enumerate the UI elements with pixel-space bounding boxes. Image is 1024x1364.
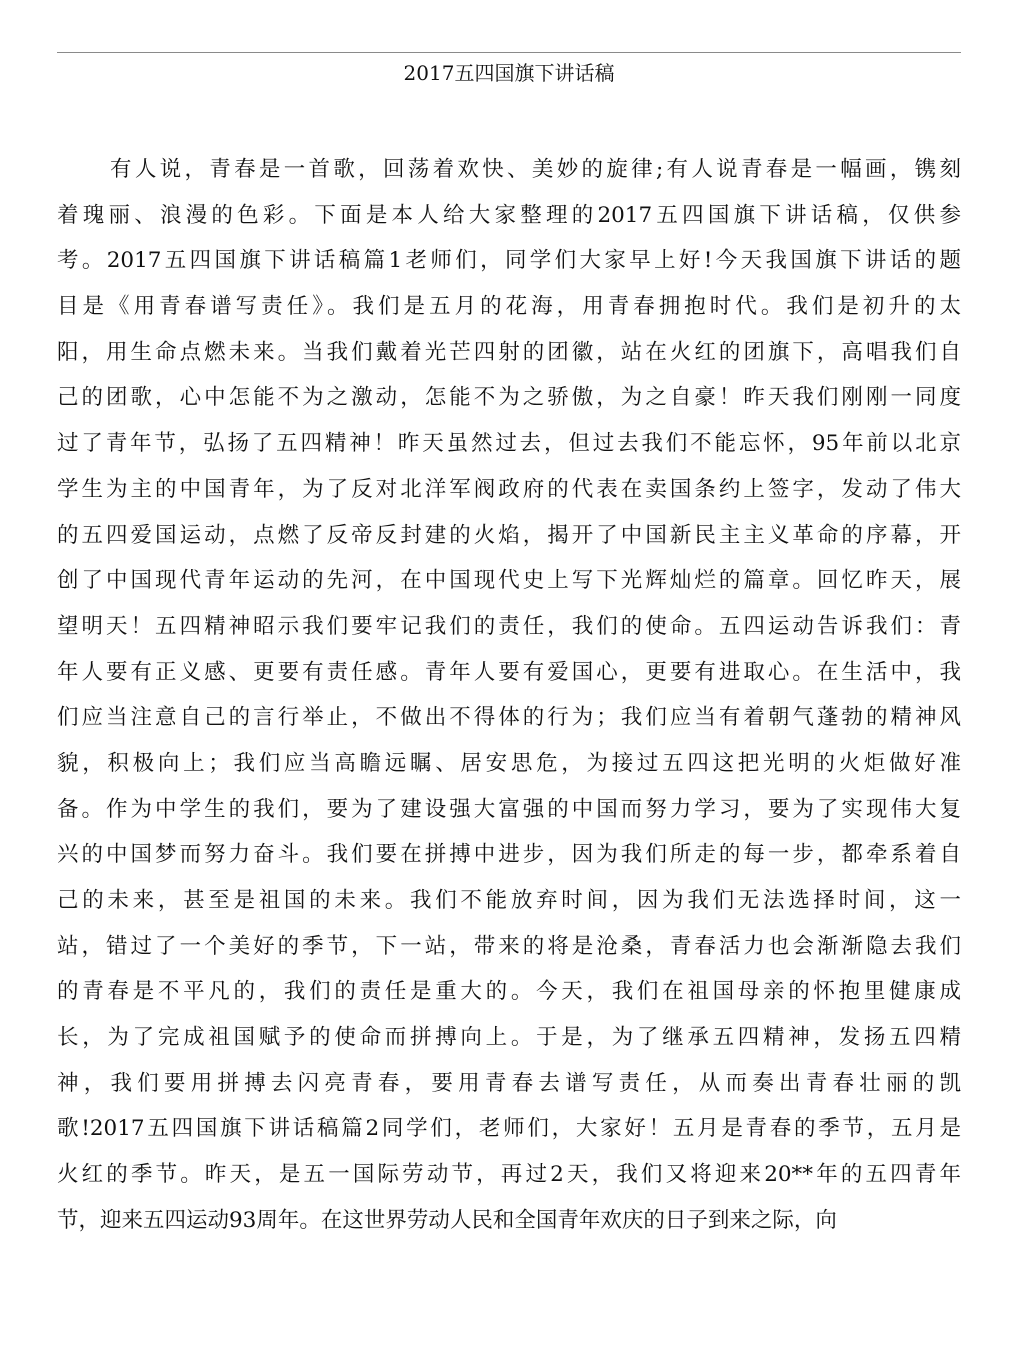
body-line: 着瑰丽、浪漫的色彩。下面是本人给大家整理的2017五四国旗下讲话稿，仅供参 bbox=[57, 202, 961, 228]
body-line: 目是《用青春谱写责任》。我们是五月的花海，用青春拥抱时代。我们是初升的太 bbox=[57, 294, 961, 320]
body-line: 备。作为中学生的我们，要为了建设强大富强的中国而努力学习，要为了实现伟大复 bbox=[57, 796, 961, 822]
body-line: 歌!2017五四国旗下讲话稿篇2同学们，老师们，大家好！五月是青春的季节，五月是 bbox=[57, 1116, 961, 1142]
document-body bbox=[57, 147, 961, 1244]
body-line: 的五四爱国运动，点燃了反帝反封建的火焰，揭开了中国新民主主义革命的序幕，开 bbox=[57, 522, 961, 548]
body-line: 望明天！五四精神昭示我们要牢记我们的责任，我们的使命。五四运动告诉我们：青 bbox=[57, 613, 961, 639]
body-line: 们应当注意自己的言行举止，不做出不得体的行为；我们应当有着朝气蓬勃的精神风 bbox=[57, 705, 961, 731]
header-rule bbox=[57, 52, 961, 53]
body-line: 貌，积极向上；我们应当高瞻远瞩、居安思危，为接过五四这把光明的火炬做好准 bbox=[57, 750, 961, 776]
body-line: 站，错过了一个美好的季节，下一站，带来的将是沧桑，青春活力也会渐渐隐去我们 bbox=[57, 933, 961, 959]
body-line: 火红的季节。昨天，是五一国际劳动节，再过2天，我们又将迎来20**年的五四青年 bbox=[57, 1162, 961, 1188]
body-line: 长，为了完成祖国赋予的使命而拼搏向上。于是，为了继承五四精神，发扬五四精 bbox=[57, 1025, 961, 1051]
body-line: 考。2017五四国旗下讲话稿篇1老师们，同学们大家早上好!今天我国旗下讲话的题 bbox=[57, 248, 961, 274]
body-line: 年人要有正义感、更要有责任感。青年人要有爱国心，更要有进取心。在生活中，我 bbox=[57, 659, 961, 685]
body-line: 节，迎来五四运动93周年。在这世界劳动人民和全国青年欢庆的日子到来之际，向 bbox=[57, 1207, 837, 1233]
body-line: 己的未来，甚至是祖国的未来。我们不能放弃时间，因为我们无法选择时间，这一 bbox=[57, 888, 961, 913]
body-line: 阳，用生命点燃未来。当我们戴着光芒四射的团徽，站在火红的团旗下，高唱我们自 bbox=[57, 339, 961, 365]
body-line: 创了中国现代青年运动的先河，在中国现代史上写下光辉灿烂的篇章。回忆昨天，展 bbox=[57, 568, 961, 594]
body-line: 神，我们要用拼搏去闪亮青春，要用青春去谱写责任，从而奏出青春壮丽的凯 bbox=[57, 1070, 961, 1096]
body-line: 己的团歌，心中怎能不为之激动，怎能不为之骄傲，为之自豪！昨天我们刚刚一同度 bbox=[57, 385, 961, 411]
body-line: 有人说，青春是一首歌，回荡着欢快、美妙的旋律;有人说青春是一幅画，镌刻 bbox=[110, 157, 961, 182]
body-line: 兴的中国梦而努力奋斗。我们要在拼搏中进步，因为我们所走的每一步，都牵系着自 bbox=[57, 842, 961, 868]
body-line: 的青春是不平凡的，我们的责任是重大的。今天，我们在祖国母亲的怀抱里健康成 bbox=[57, 979, 961, 1005]
document-title: 2017五四国旗下讲话稿 bbox=[403, 61, 615, 85]
body-line: 学生为主的中国青年，为了反对北洋军阀政府的代表在卖国条约上签字，发动了伟大 bbox=[57, 476, 961, 502]
body-line: 过了青年节，弘扬了五四精神！昨天虽然过去，但过去我们不能忘怀，95年前以北京 bbox=[57, 431, 961, 457]
